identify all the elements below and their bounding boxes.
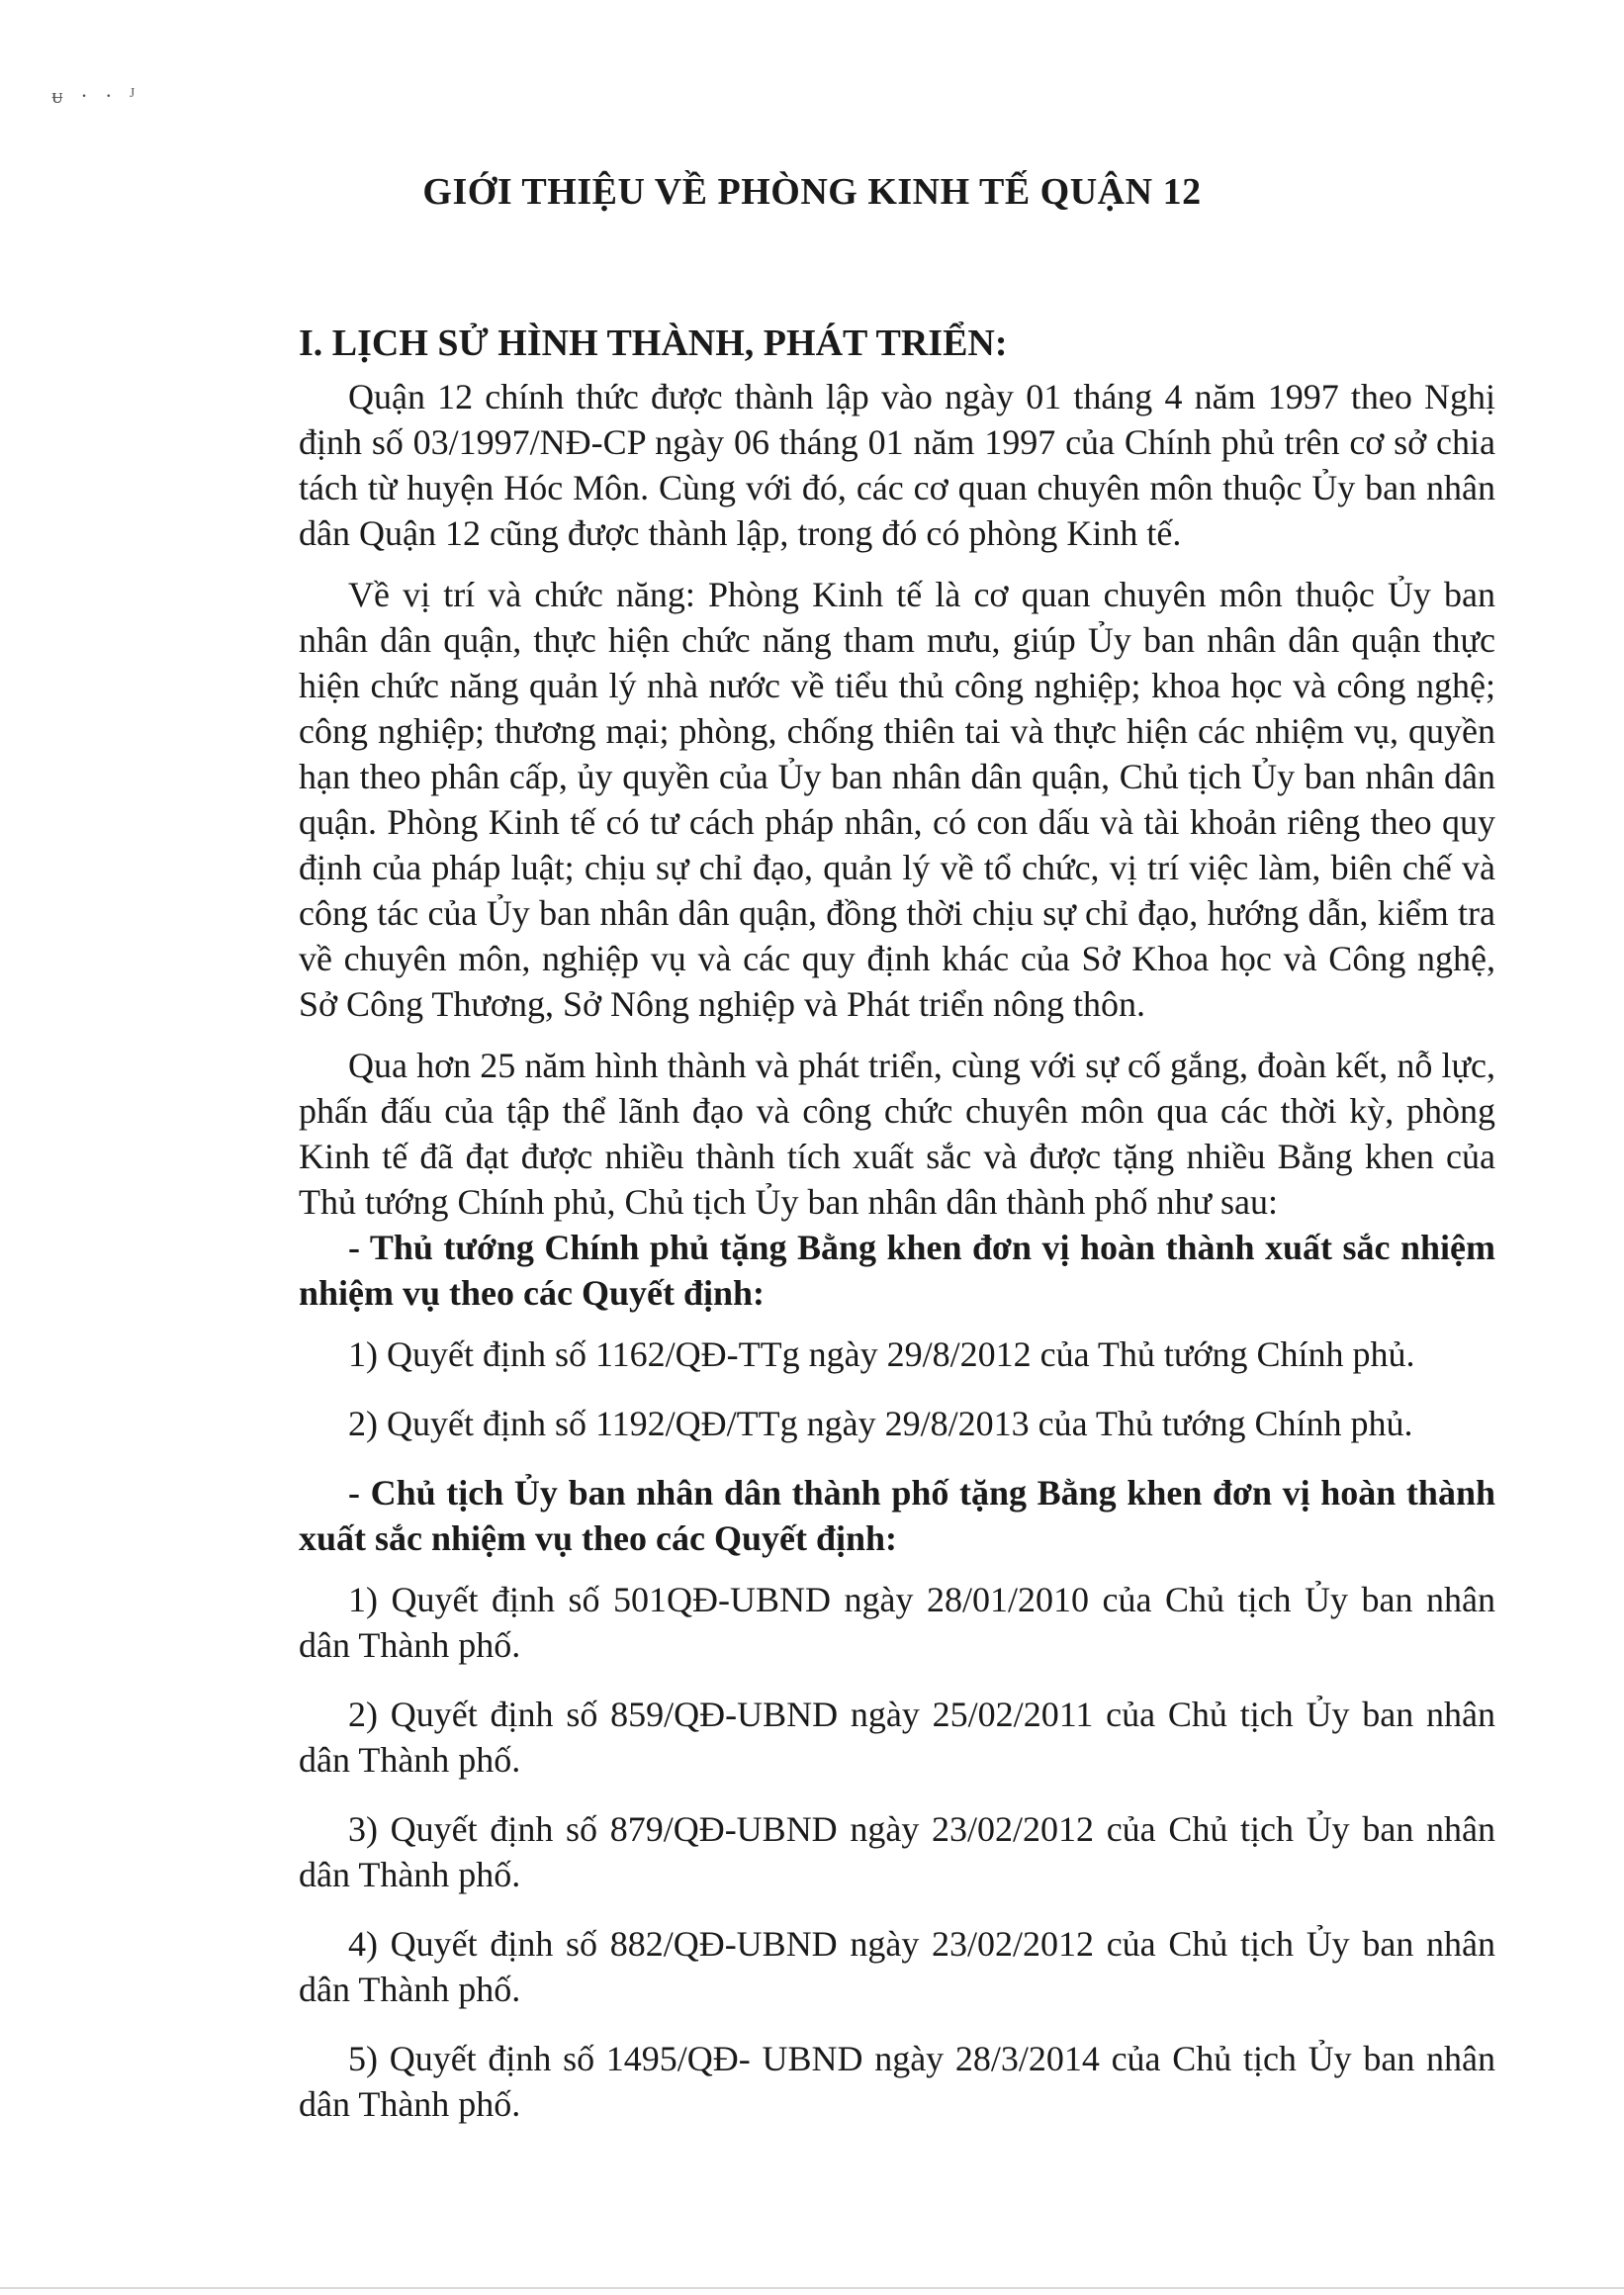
scan-edge-line — [0, 2287, 1624, 2289]
paragraph-founding: Quận 12 chính thức được thành lập vào ngày 01 tháng 4 năm 1997 theo Nghị định số 03/1997/NĐ-CP ngày 06 tháng 01 năm 1997 của Chính phủ trên cơ sở chia tách từ huyện Hóc Môn. Cùng với đó, các cơ quan chuyên môn thuộc Ủy ban nhân dân Quận 12 cũng được thành lập, trong đó có phòng Kinh tế. — [299, 377, 1495, 553]
award-group-2-item: 1) Quyết định số 501QĐ-UBND ngày 28/01/2010 của Chủ tịch Ủy ban nhân dân Thành phố. — [299, 1580, 1495, 1665]
award-group-2-item: 2) Quyết định số 859/QĐ-UBND ngày 25/02/2011 của Chủ tịch Ủy ban nhân dân Thành phố. — [299, 1695, 1495, 1780]
scan-corner-mark: ᵾ · · ᴶ — [51, 83, 141, 108]
award-group-2-item: 3) Quyết định số 879/QĐ-UBND ngày 23/02/2012 của Chủ tịch Ủy ban nhân dân Thành phố. — [299, 1809, 1495, 1894]
page-title: GIỚI THIỆU VỀ PHÒNG KINH TẾ QUẬN 12 — [422, 171, 1202, 213]
document-body — [299, 321, 1495, 2151]
award-group-1-heading: - Thủ tướng Chính phủ tặng Bằng khen đơn vị hoàn thành xuất sắc nhiệm nhiệm vụ theo các Quyết định: — [299, 1228, 1495, 1313]
award-group-2-heading: - Chủ tịch Ủy ban nhân dân thành phố tặng Bằng khen đơn vị hoàn thành xuất sắc nhiệm vụ theo các Quyết định: — [299, 1473, 1495, 1558]
award-group-1-item: 1) Quyết định số 1162/QĐ-TTg ngày 29/8/2012 của Thủ tướng Chính phủ. — [348, 1334, 1415, 1374]
award-group-2-item: 4) Quyết định số 882/QĐ-UBND ngày 23/02/2012 của Chủ tịch Ủy ban nhân dân Thành phố. — [299, 1924, 1495, 2009]
section-heading: I. LỊCH SỬ HÌNH THÀNH, PHÁT TRIỂN: — [299, 322, 1008, 364]
paragraph-achievements: Qua hơn 25 năm hình thành và phát triển, cùng với sự cố gắng, đoàn kết, nỗ lực, phấn đấu của tập thể lãnh đạo và công chức chuyên môn qua các thời kỳ, phòng Kinh tế đã đạt được nhiều thành tích xuất sắc và được tặng nhiều Bằng khen của Thủ tướng Chính phủ, Chủ tịch Ủy ban nhân dân thành phố như sau: — [299, 1046, 1495, 1222]
award-group-2-item: 5) Quyết định số 1495/QĐ- UBND ngày 28/3/2014 của Chủ tịch Ủy ban nhân dân Thành phố. — [299, 2039, 1495, 2124]
award-group-1-item: 2) Quyết định số 1192/QĐ/TTg ngày 29/8/2013 của Thủ tướng Chính phủ. — [348, 1404, 1413, 1443]
paragraph-function: Về vị trí và chức năng: Phòng Kinh tế là cơ quan chuyên môn thuộc Ủy ban nhân dân quận, thực hiện chức năng tham mưu, giúp Ủy ban nhân dân quận thực hiện chức năng quản lý nhà nước về tiểu thủ công nghiệp; khoa học và công nghệ; công nghiệp; thương mại; phòng, chống thiên tai và thực hiện các nhiệm vụ, quyền hạn theo phân cấp, ủy quyền của Ủy ban nhân dân quận, Chủ tịch Ủy ban nhân dân quận. Phòng Kinh tế có tư cách pháp nhân, có con dấu và tài khoản riêng theo quy định của pháp luật; chịu sự chỉ đạo, quản lý về tổ chức, vị trí việc làm, biên chế và công tác của Ủy ban nhân dân quận, đồng thời chịu sự chỉ đạo, hướng dẫn, kiểm tra về chuyên môn, nghiệp vụ và các quy định khác của Sở Khoa học và Công nghệ, Sở Công Thương, Sở Nông nghiệp và Phát triển nông thôn. — [299, 575, 1495, 1024]
